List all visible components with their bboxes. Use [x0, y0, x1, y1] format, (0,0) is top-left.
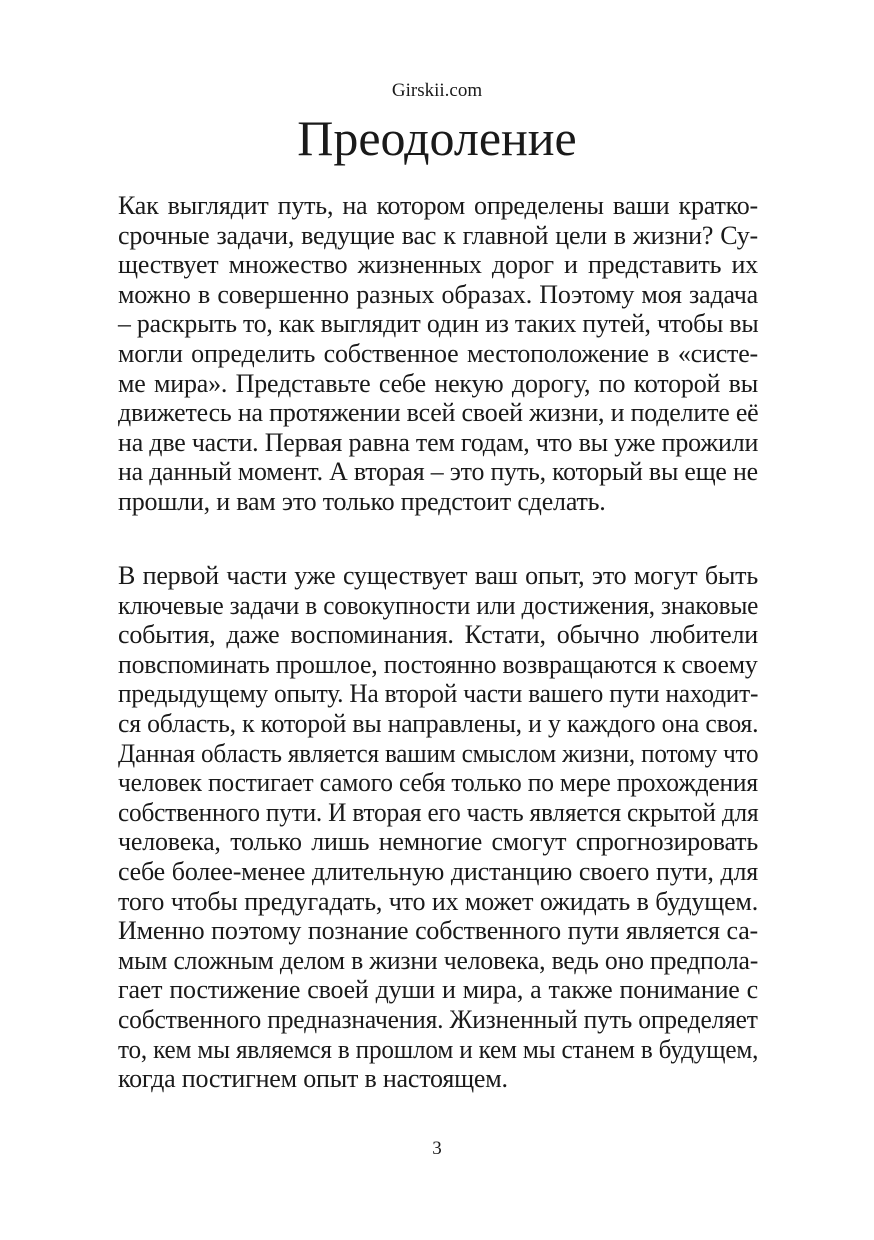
page-number: 3	[432, 1138, 442, 1159]
text-line: человек постигает самого себя только по мере прохождения	[118, 768, 758, 798]
site-header: Girskii.com	[391, 80, 483, 101]
text-line: собственного предназначения. Жизненный путь определяет	[118, 1004, 758, 1034]
text-line: ществует множество жизненных дорог и представить их	[118, 250, 758, 280]
text-line: можно в совершенно разных образах. Поэтому моя задача	[118, 279, 758, 309]
text-line: ключевые задачи в совокупности или достижения, знаковые	[118, 590, 759, 620]
text-line: срочные задачи, ведущие вас к главной цели в жизни? Су-	[118, 220, 758, 250]
text-line: ме мира». Представьте себе некую дорогу, по которой вы	[118, 368, 758, 398]
paragraph-2	[118, 561, 758, 1094]
paragraph-1	[118, 191, 758, 517]
text-line: ся область, к которой вы направлены, и у каждого она своя.	[118, 708, 759, 738]
text-line: на данный момент. А вторая – это путь, который вы еще не	[118, 457, 758, 487]
text-line: человека, только лишь немногие смогут спрогнозировать	[118, 827, 758, 857]
text-line: Данная область является вашим смыслом жизни, потому что	[118, 738, 759, 768]
text-line: повспоминать прошлое, постоянно возвращаются к своему	[118, 649, 758, 679]
text-line: когда постигнем опыт в настоящем.	[118, 1064, 508, 1094]
text-line: Именно поэтому познание собственного пути является са-	[118, 916, 758, 946]
text-line: гает постижение своей души и мира, а также понимание с	[118, 975, 758, 1005]
text-line: Как выглядит путь, на котором определены ваши кратко-	[118, 191, 758, 220]
text-line: то, кем мы являемся в прошлом и кем мы станем в будущем,	[118, 1034, 759, 1064]
text-line: – раскрыть то, как выглядит один из таких путей, чтобы вы	[118, 309, 759, 339]
text-line: собственного пути. И вторая его часть является скрытой для	[118, 797, 759, 827]
text-line: движетесь на протяжении всей своей жизни, и поделите её	[118, 398, 759, 428]
text-line: мым сложным делом в жизни человека, ведь оно предпола-	[118, 945, 759, 975]
text-line: на две части. Первая равна тем годам, что вы уже прожили	[118, 427, 759, 457]
text-line: себе более-менее длительную дистанцию своего пути, для	[118, 856, 758, 886]
page-title: Преодоление	[297, 110, 577, 166]
text-line: В первой части уже существует ваш опыт, это могут быть	[118, 561, 758, 590]
text-line: того чтобы предугадать, что их может ожидать в будущем.	[118, 886, 758, 916]
text-line: события, даже воспоминания. Кстати, обычно любители	[118, 620, 758, 650]
text-line: предыдущему опыту. На второй части вашего пути находит-	[118, 679, 759, 709]
text-line: могли определить собственное местоположение в «систе-	[118, 338, 758, 368]
text-line: прошли, и вам это только предстоит сделать.	[118, 486, 606, 516]
